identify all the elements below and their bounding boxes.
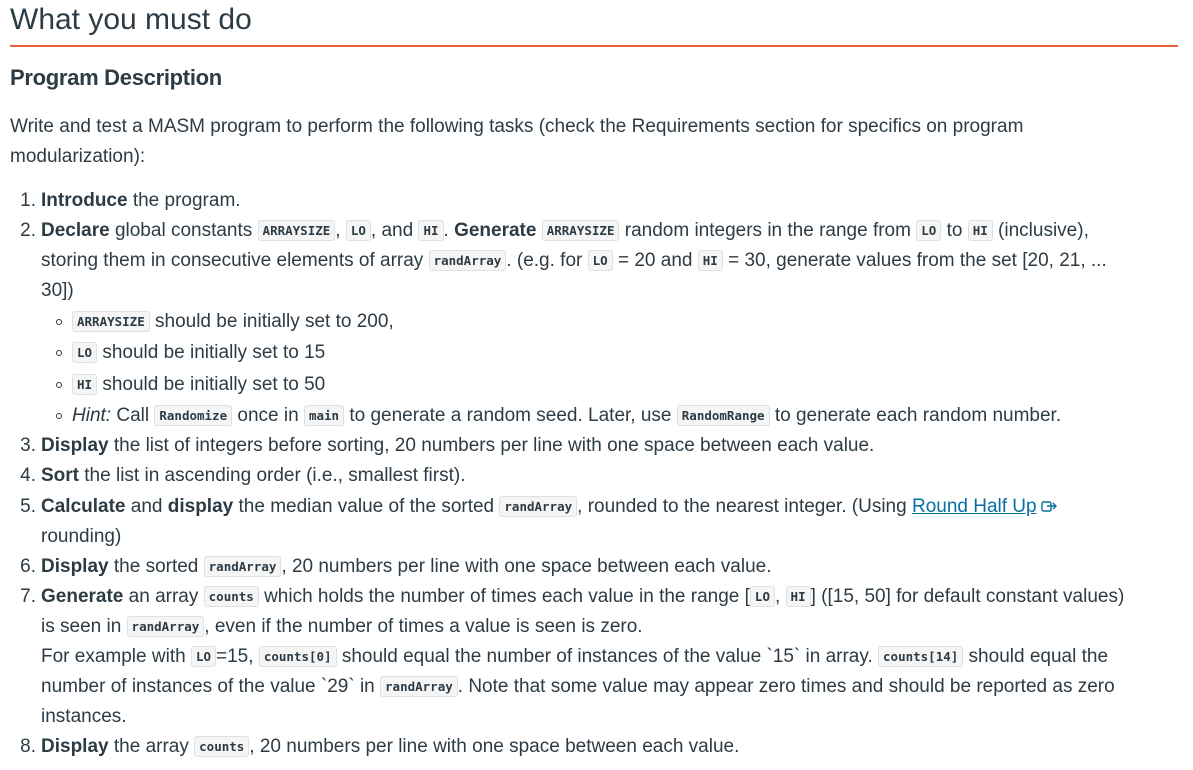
code-hi: HI (786, 586, 811, 607)
code-arraysize: ARRAYSIZE (258, 220, 336, 241)
bullet-icon (56, 350, 62, 356)
list-number: 4. (20, 465, 36, 486)
list-number: 3. (20, 435, 36, 456)
title-divider (10, 45, 1178, 47)
list-number: 6. (20, 556, 36, 577)
bullet-icon (56, 319, 62, 325)
list-item: Generate an array counts which holds the number of times each value in the range [ LO , HI ] ([15, 50] for default constant values) (41, 586, 1125, 607)
code-arraysize: ARRAYSIZE (72, 311, 150, 332)
list-item: Declare global constants ARRAYSIZE , LO , and HI . Generate ARRAYSIZE random integers in the range from LO to HI (inclusive), (41, 220, 1089, 241)
code-counts: counts (204, 586, 259, 607)
list-item-continuation: rounding) (41, 526, 122, 547)
code-randarray: randArray (380, 676, 458, 697)
list-item: Display the list of integers before sorting, 20 numbers per line with one space between each value. (41, 435, 875, 456)
list-item: Introduce the program. (41, 190, 241, 211)
list-item: Calculate and display the median value of the sorted randArray , rounded to the nearest integer. (Using Round Half Up (41, 492, 1057, 522)
code-lo: LO (191, 646, 216, 667)
code-lo: LO (588, 250, 613, 271)
code-lo: LO (346, 220, 371, 241)
external-link-icon (1041, 499, 1057, 513)
list-item-continuation: storing them in consecutive elements of array randArray . (e.g. for LO = 20 and HI = 30, generate values from the set [20, 21, ... (41, 250, 1107, 271)
code-randarray: randArray (429, 250, 507, 271)
list-item-continuation: 30]) (41, 280, 74, 301)
sub-list-item: ARRAYSIZE should be initially set to 200, (72, 307, 394, 337)
code-main: main (304, 405, 344, 426)
bullet-icon (56, 382, 62, 388)
section-title: Program Description (10, 65, 222, 90)
code-randarray: randArray (204, 556, 282, 577)
list-item: Sort the list in ascending order (i.e., smallest first). (41, 465, 466, 486)
list-item-continuation: number of instances of the value `29` in randArray . Note that some value may appear zero times and should be reported as zero (41, 676, 1115, 697)
code-hi: HI (72, 374, 97, 395)
code-randomrange: RandomRange (677, 405, 770, 426)
code-hi: HI (968, 220, 993, 241)
sub-list-item: Hint: Call Randomize once in main to generate a random seed. Later, use RandomRange to generate each random number. (72, 405, 1062, 426)
code-randarray: randArray (499, 496, 577, 517)
list-number: 5. (20, 496, 36, 517)
list-item-continuation: instances. (41, 706, 127, 727)
bullet-icon (56, 413, 62, 419)
page-title: What you must do (10, 3, 252, 36)
code-counts-0: counts[0] (259, 646, 337, 667)
code-lo: LO (916, 220, 941, 241)
list-item-continuation: For example with LO =15, counts[0] should equal the number of instances of the value `15` in array. counts[14] should equal the (41, 646, 1109, 667)
list-number: 8. (20, 736, 36, 757)
code-randarray: randArray (127, 616, 205, 637)
code-counts: counts (194, 736, 249, 757)
round-half-up-link[interactable]: Round Half Up (911, 496, 1037, 517)
sub-list-item: HI should be initially set to 50 (72, 370, 325, 400)
list-item-continuation: is seen in randArray , even if the number of times a value is seen is zero. (41, 616, 643, 637)
code-arraysize: ARRAYSIZE (542, 220, 620, 241)
list-number: 1. (20, 190, 36, 211)
code-lo: LO (750, 586, 775, 607)
code-hi: HI (698, 250, 723, 271)
sub-list-item: LO should be initially set to 15 (72, 338, 325, 368)
list-item: Display the array counts , 20 numbers per line with one space between each value. (41, 736, 740, 757)
list-number: 2. (20, 220, 36, 241)
code-counts-14: counts[14] (878, 646, 963, 667)
code-hi: HI (418, 220, 443, 241)
list-number: 7. (20, 586, 36, 607)
intro-paragraph: Write and test a MASM program to perform the following tasks (check the Requirements section for specifics on program modularization): (10, 116, 1024, 167)
list-item: Display the sorted randArray , 20 numbers per line with one space between each value. (41, 556, 772, 577)
code-randomize: Randomize (154, 405, 232, 426)
code-lo: LO (72, 342, 97, 363)
